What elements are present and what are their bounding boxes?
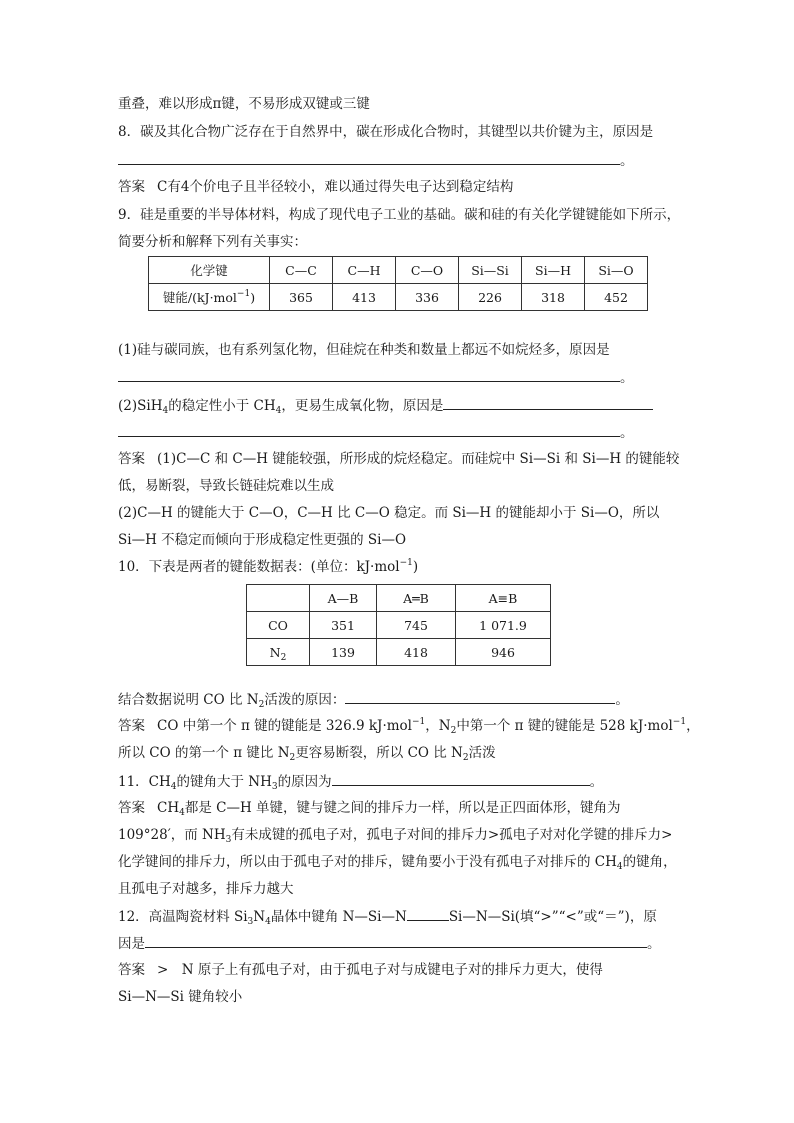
table-header-cell: C—H — [333, 257, 396, 284]
table-cell: 351 — [310, 612, 377, 639]
q11-answer-line4: 且孤电子对越多，排斥力越大 — [118, 881, 294, 897]
intro-line: 重叠，难以形成π键，不易形成双键或三键 — [118, 96, 370, 112]
q12-compare-blank[interactable] — [407, 906, 449, 921]
table-cell: 946 — [456, 639, 551, 666]
q9-sub2: (2)SiH$_4$的稳定性小于 $CH_4$，更易生成氧化物，原因是 — [118, 395, 653, 415]
q9-sub1-blank[interactable] — [118, 367, 620, 382]
row-label-cell: $N_2$ — [247, 639, 310, 666]
table-row — [149, 284, 648, 311]
q9-sub2-blank-inline[interactable] — [443, 395, 653, 410]
answer-label: 答案 — [118, 962, 145, 978]
table-cell: 336 — [396, 284, 459, 311]
table-cell: 452 — [585, 284, 648, 311]
q9-question-line2: 简要分析和解释下列有关事实： — [118, 234, 307, 250]
q12-answer-line2: Si—N—Si 键角较小 — [118, 989, 243, 1005]
table-header-cell: 化学键 — [149, 257, 270, 284]
q12-question-line2: 因是 。 — [118, 933, 661, 953]
q9-sub2-blank[interactable] — [118, 422, 620, 437]
q8-blank-line[interactable]: 。 — [118, 150, 634, 170]
table-cell: 139 — [310, 639, 377, 666]
table-header-row — [149, 257, 648, 284]
q11-answer-line2: 109°28′，而 $NH_3$有未成键的孤电子对，孤电子对间的排斥力>孤电子对对化学键的排斥力> — [118, 827, 673, 845]
q11-question: 11．$CH_4$的键角大于 $NH_3$的原因为 。 — [118, 771, 603, 791]
q12-question-line1: 12．高温陶瓷材料 $Si_3N_4$晶体中键角 N—Si—N Si—N—Si(填“>”“<”或“＝”)，原 — [118, 906, 657, 926]
table-header-cell: A≡B — [456, 585, 551, 612]
table-header-row — [247, 585, 551, 612]
q9-sub1-blank-line[interactable]: 。 — [118, 367, 634, 387]
table-header-cell: Si—O — [585, 257, 648, 284]
q9-sub1: (1)硅与碳同族，也有系列氢化物，但硅烷在种类和数量上都远不如烷烃多，原因是 — [118, 342, 610, 358]
answer-label: 答案 — [118, 179, 145, 195]
answer-label: 答案 — [118, 800, 145, 816]
row-label-cell: CO — [247, 612, 310, 639]
q12-answer-line1: 答案 > N 原子上有孤电子对，由于孤电子对与成键电子对的排斥力更大，使得 — [118, 962, 603, 978]
q11-answer-line1: 答案 $CH_4$都是 C—H 单键，键与键之间的排斥力一样，所以是正四面体形，键角为 — [118, 800, 621, 818]
q9-answer-line2: 低，易断裂，导致长链硅烷难以生成 — [118, 478, 334, 494]
q10-question: 10．下表是两者的键能数据表：(单位：kJ·mol$^{-1}$) — [118, 558, 419, 575]
row-label-cell: 键能/(kJ·mol$^{-1}$) — [149, 284, 270, 311]
answer-label: 答案 — [118, 451, 145, 467]
table-row — [247, 639, 551, 666]
bond-energy-table-co-n2 — [246, 584, 551, 666]
table-row — [247, 612, 551, 639]
q10-answer-line2: 所以 CO 的第一个 π 键比 $N_2$更容易断裂，所以 CO 比 $N_2$活泼 — [118, 745, 496, 763]
q8-answer: 答案 C有4个价电子且半径较小，难以通过得失电子达到稳定结构 — [118, 179, 514, 195]
table-cell: 745 — [377, 612, 456, 639]
table-cell: 418 — [377, 639, 456, 666]
table-header-cell: C—C — [270, 257, 333, 284]
table-header-cell: Si—H — [522, 257, 585, 284]
table-cell: 226 — [459, 284, 522, 311]
q11-answer-line3: 化学键间的排斥力，所以由于孤电子对的排斥，键角要小于没有孤电子对排斥的 $CH_4$的键角， — [118, 854, 677, 872]
q8-answer-blank[interactable] — [118, 150, 620, 165]
table-cell: 1 071.9 — [456, 612, 551, 639]
table-cell: 318 — [522, 284, 585, 311]
q9-answer-line3: (2)C—H 的键能大于 C—O，C—H 比 C—O 稳定。而 Si—H 的键能却小于 Si—O，所以 — [118, 505, 660, 521]
q8-question: 8．碳及其化合物广泛存在于自然界中，碳在形成化合物时，其键型以共价键为主，原因是 — [118, 124, 654, 140]
table-header-cell: A—B — [310, 585, 377, 612]
answer-label: 答案 — [118, 718, 145, 734]
q9-question-line1: 9．硅是重要的半导体材料，构成了现代电子工业的基础。碳和硅的有关化学键键能如下所示， — [118, 207, 681, 223]
q10-prompt: 结合数据说明 CO 比 $N_2$活泼的原因： 。 — [118, 689, 629, 709]
q12-reason-blank[interactable] — [145, 933, 647, 948]
table-cell: 413 — [333, 284, 396, 311]
bond-energy-table-si-c — [148, 256, 648, 311]
q11-answer-blank[interactable] — [332, 771, 590, 786]
q10-answer-blank[interactable] — [345, 689, 615, 704]
table-header-cell: A═B — [377, 585, 456, 612]
table-header-cell: Si—Si — [459, 257, 522, 284]
table-header-cell: C—O — [396, 257, 459, 284]
q9-answer-line4: Si—H 不稳定而倾向于形成稳定性更强的 Si—O — [118, 532, 407, 548]
q9-answer-line1: 答案 (1)C—C 和 C—H 键能较强，所形成的烷烃稳定。而硅烷中 Si—Si 和 Si—H 的键能较 — [118, 451, 680, 467]
q10-answer-line1: 答案 CO 中第一个 π 键的键能是 326.9 kJ·mol$^{-1}$，$N_2$中第一个 π 键的键能是 528 kJ·mol$^{-1}$， — [118, 717, 700, 736]
table-header-cell — [247, 585, 310, 612]
q9-sub2-blank-line[interactable]: 。 — [118, 422, 634, 442]
table-cell: 365 — [270, 284, 333, 311]
